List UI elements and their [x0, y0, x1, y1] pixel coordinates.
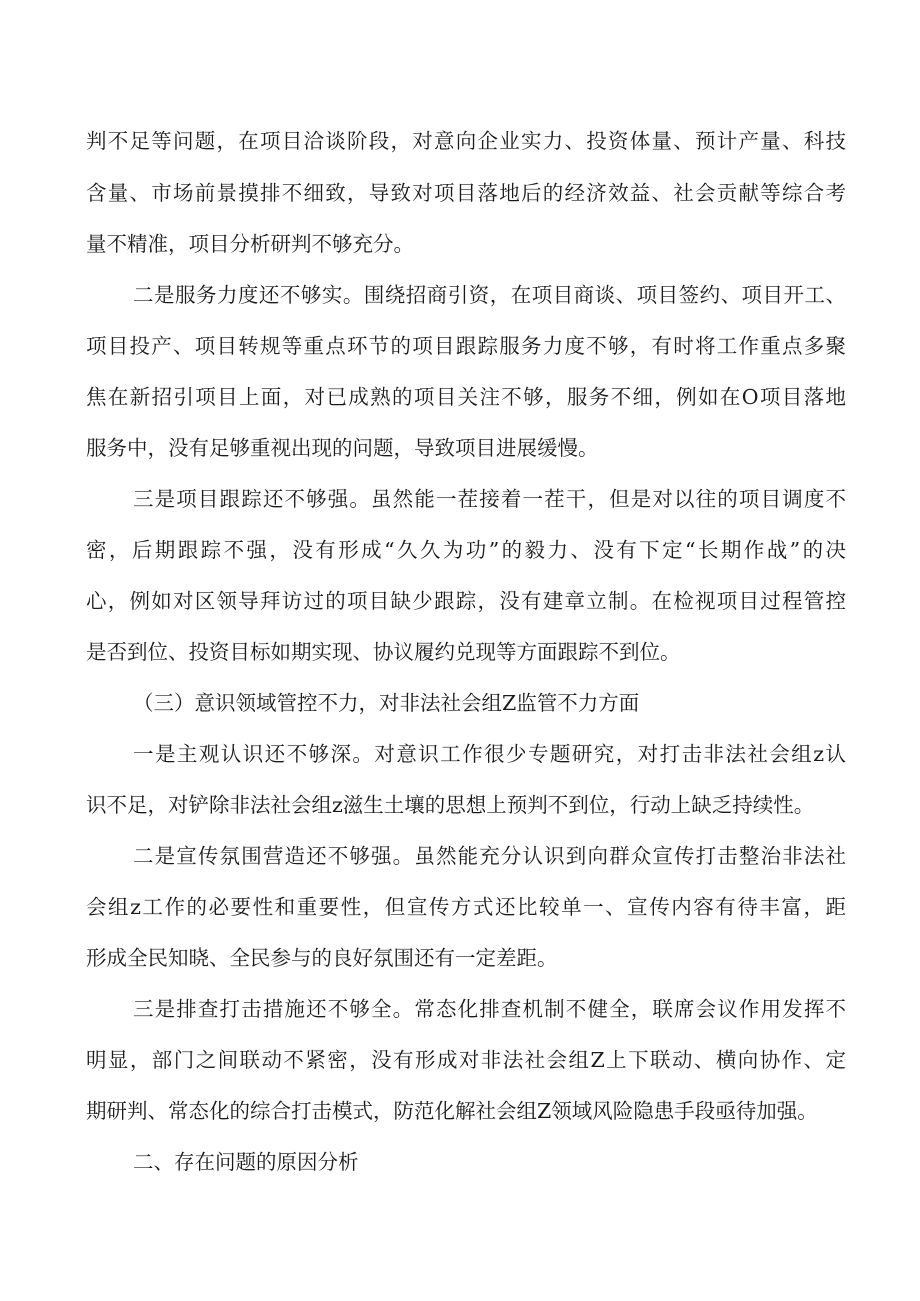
body-text-line: 服务中，没有足够重视出现的问题，导致项目进展缓慢。 — [86, 436, 599, 460]
body-text-line: 期研判、常态化的综合打击模式，防范化解社会组Z领域风险隐患手段亟待加强。 — [86, 1099, 818, 1123]
body-text-line: 心，例如对区领导拜访过的项目缺少跟踪，没有建章立制。在检视项目过程管控 — [86, 589, 846, 613]
body-text-line: 明显，部门之间联动不紧密，没有形成对非法社会组Z上下联动、横向协作、定 — [86, 1048, 846, 1072]
body-text-line: 识不足，对铲除非法社会组z滋生土壤的思想上预判不到位，行动上缺乏持续性。 — [86, 793, 815, 817]
body-text-line: 量不精准，项目分析研判不够充分。 — [86, 232, 414, 256]
paragraph-first-line: 二是宣传氛围营造还不够强。虽然能充分认识到向群众宣传打击整治非法社 — [133, 844, 846, 868]
body-text-line: 焦在新招引项目上面，对已成熟的项目关注不够，服务不细，例如在O项目落地 — [86, 385, 846, 409]
body-text-line: 密，后期跟踪不强，没有形成“久久为功”的毅力、没有下定“长期作战”的决 — [86, 538, 846, 562]
body-text-line: 形成全民知晓、全民参与的良好氛围还有一定差距。 — [86, 946, 558, 970]
paragraph-first-line: 二是服务力度还不够实。围绕招商引资，在项目商谈、项目签约、项目开工、 — [133, 283, 846, 307]
body-text-line: 是否到位、投资目标如期实现、协议履约兑现等方面跟踪不到位。 — [86, 640, 681, 664]
body-text-line: 项目投产、项目转规等重点环节的项目跟踪服务力度不够，有时将工作重点多聚 — [86, 334, 846, 358]
body-text-line: 判不足等问题，在项目洽谈阶段，对意向企业实力、投资体量、预计产量、科技 — [86, 129, 846, 153]
paragraph-first-line: 三是排查打击措施还不够全。常态化排查机制不健全，联席会议作用发挥不 — [133, 997, 846, 1021]
paragraph-first-line: 三是项目跟踪还不够强。虽然能一茬接着一茬干，但是对以往的项目调度不 — [133, 487, 846, 511]
section-heading: （三）意识领域管控不力，对非法社会组Z监管不力方面 — [133, 691, 640, 715]
body-text-line: 会组z工作的必要性和重要性，但宣传方式还比较单一、宣传内容有待丰富，距 — [86, 895, 846, 919]
section-heading: 二、存在问题的原因分析 — [133, 1150, 359, 1174]
body-text-line: 含量、市场前景摸排不细致，导致对项目落地后的经济效益、社会贡献等综合考 — [86, 181, 846, 205]
paragraph-first-line: 一是主观认识还不够深。对意识工作很少专题研究，对打击非法社会组z认 — [133, 742, 846, 766]
